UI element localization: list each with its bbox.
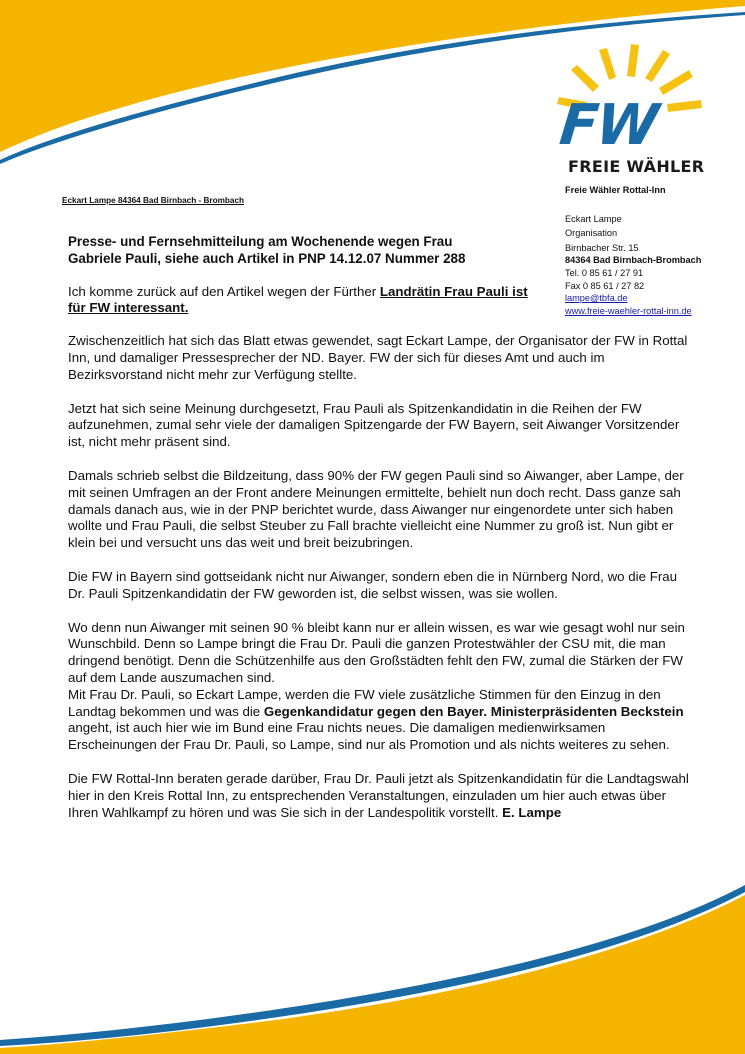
contact-street: Birnbacher Str. 15 xyxy=(565,242,639,253)
p6-bold: Gegenkandidatur gegen den Bayer. Ministerpräsidenten Beckstein xyxy=(263,703,684,719)
contact-fax: Fax 0 85 61 / 27 82 xyxy=(565,280,645,291)
signature: E. Lampe xyxy=(502,804,562,820)
paragraph-3: Damals schrieb selbst die Bildzeitung, dass 90% der FW gegen Pauli sind so Aiwanger, aber Lampe, der mit seinen Umfragen an der Front andere Meinungen ermittelte, behielt nun doch recht. Dass ganze sah damals danach aus, wie in der PNP berichtet wurde, dass Aiwanger nur eingenordete unter sich haben wollte und Frau Pauli, die selbst Steuber zu Fall brachte vielleicht eine Nummer zu groß ist. Nun gibt er klein bei und versucht uns das weit und breit beizubringen. xyxy=(68,467,684,551)
p7-text: Die FW Rottal-Inn beraten gerade darüber, Frau Dr. Pauli jetzt als Spitzenkandidatin für die Landtagswahl hier in den Kreis Rottal Inn, zu entsprechenden Veranstaltungen, einzuladen um hier auch etwas über Ihren Wahlkampf zu hören und was Sie sich in der Landespolitik vorstellt. xyxy=(68,770,689,820)
p6-text-c: angeht, ist auch hier wie im Bund eine Frau nichts neues. Die damaligen medienwirksamen Erscheinungen der Frau Dr. Pauli, so Lampe, sind nur als Promotion und als nichts weiteres zu sehen. xyxy=(68,720,670,753)
paragraph-2: Jetzt hat sich seine Meinung durchgesetzt, Frau Pauli als Spitzenkandidatin in die Reihen der FW aufzunehmen, zumal sehr viele der damaligen Spitzengarde der FW Bayern, seit Aiwanger Vorsitzender ist, nicht mehr präsent sind. xyxy=(68,400,680,450)
fw-logo: FW xyxy=(556,93,660,158)
intro-underlined-title: Landrätin Frau Pauli ist für FW interessant. xyxy=(68,283,528,316)
contact-name: Eckart Lampe xyxy=(565,213,622,224)
paragraph-7 xyxy=(68,771,691,821)
letter-intro xyxy=(68,284,538,318)
contact-tel: Tel. 0 85 61 / 27 91 xyxy=(565,267,644,278)
paragraph-6 xyxy=(68,687,691,754)
paragraph-1: Zwischenzeitlich hat sich das Blatt etwas gewendet, sagt Eckart Lampe, der Organisator der FW in Rottal Inn, und damaliger Pressesprecher der ND. Bayer. FW der sich für dieses Amt und auch im Bezirksvorstand nicht mehr zur Verfügung stellte. xyxy=(68,333,688,382)
sender-address-line: Eckart Lampe 84364 Bad Birnbach - Brombach xyxy=(62,196,245,205)
contact-website-link[interactable]: www.freie-waehler-rottal-inn.de xyxy=(565,305,692,316)
contact-email-link[interactable]: lampe@tbfa.de xyxy=(565,293,628,304)
intro-text: Ich komme zurück auf den Artikel wegen der Fürther xyxy=(68,283,380,299)
contact-role: Organisation xyxy=(565,228,618,239)
p6-text-a: Mit Frau Dr. Pauli, so Eckart Lampe, werden die FW viele zusätzliche Stimmen für den Einzug in den Landtag bekommen und was die xyxy=(68,686,661,719)
paragraph-5: Wo denn nun Aiwanger mit seinen 90 % bleibt kann nur er allein wissen, es war wie gesagt wohl nur sein Wunschbild. Denn so Lampe bringt die Frau Dr. Pauli die ganzen Protestwähler der CSU mit, die man dringend benötigt. Denn die Schützenhilfe aus den Großstädten fehlt den FW, zumal die Stärken der FW auf dem Lande auszumachen sind. xyxy=(68,619,685,685)
bottom-yellow-swoosh xyxy=(0,895,745,1054)
paragraph-4: Die FW in Bayern sind gottseidank nicht nur Aiwanger, sondern eben die in Nürnberg Nord, wo die Frau Dr. Pauli Spitzenkandidatin der FW geworden ist, die selbst wissen, was sie wollen. xyxy=(68,568,678,601)
contact-org: Freie Wähler Rottal-Inn xyxy=(565,185,666,195)
letter-body xyxy=(68,234,691,821)
logo-subtitle: FREIE WÄHLER xyxy=(568,157,705,176)
letter-heading: Presse- und Fernsehmitteilung am Wochenende wegen Frau Gabriele Pauli, siehe auch Artikel in PNP 14.12.07 Nummer 288 xyxy=(68,234,466,266)
contact-city: 84364 Bad Birnbach-Brombach xyxy=(565,255,702,266)
